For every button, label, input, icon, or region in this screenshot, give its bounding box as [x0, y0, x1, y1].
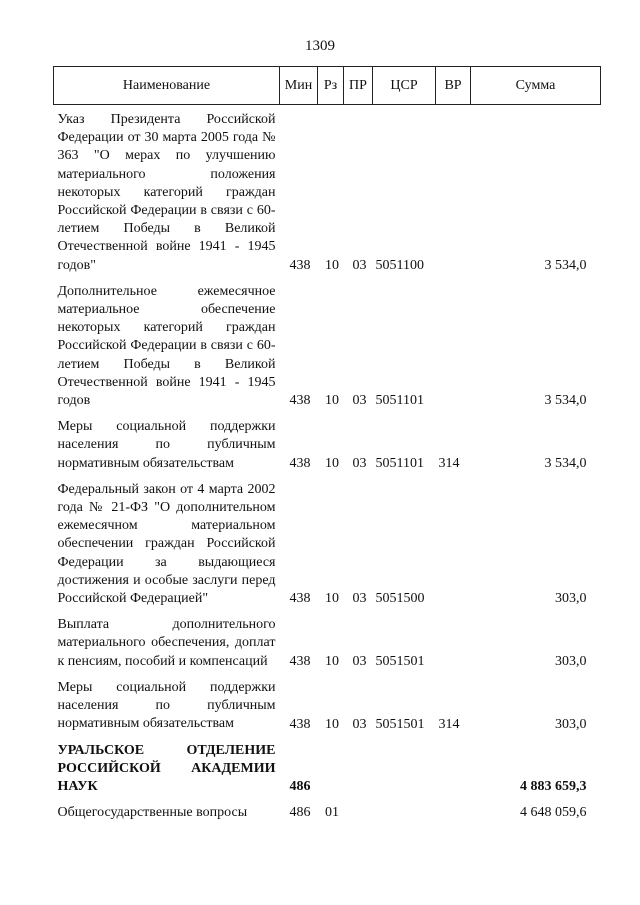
row-csr: 5051500: [375, 591, 425, 607]
row-sum: 3 534,0: [544, 455, 587, 471]
header-min: Мин: [280, 67, 318, 105]
page-number: 1309: [305, 38, 335, 54]
row-csr: 5051101: [375, 393, 424, 409]
row-vr: [436, 475, 471, 610]
row-csr: 5051501: [375, 653, 425, 669]
row-rz: 10: [325, 591, 339, 607]
table-row: [54, 673, 601, 736]
row-pr: 03: [352, 393, 367, 409]
row-sum: 3 534,0: [544, 257, 587, 273]
table-header-row: [54, 67, 601, 105]
row-rz: [318, 736, 344, 799]
budget-table: [53, 66, 601, 824]
table-row-section-total: [54, 736, 601, 799]
table-row: [54, 105, 601, 277]
row-rz: 01: [325, 805, 339, 821]
row-pr: 03: [352, 257, 367, 273]
table-row: [54, 277, 601, 412]
row-vr: [436, 277, 471, 412]
header-rz: Рз: [318, 67, 344, 105]
row-pr: [344, 798, 373, 824]
row-sum: 303,0: [555, 716, 587, 732]
row-name: Выплата дополнительного материального обеспечения, доплат к пенсиям, пособий и компенсаций: [57, 617, 276, 669]
row-name: Федеральный закон от 4 марта 2002 года № 21-ФЗ "О дополнительном ежемесячном материальном обеспечении граждан Российской Федерации за выдающиеся достижения и особые заслуги перед Российской Федерацией": [57, 481, 276, 607]
header-pr: ПР: [344, 67, 373, 105]
row-min: 438: [289, 455, 311, 471]
row-name: Меры социальной поддержки населения по публичным нормативным обязательствам: [57, 419, 276, 471]
header-vr: ВР: [436, 67, 471, 105]
row-rz: 10: [325, 455, 339, 471]
row-sum: 4 648 059,6: [520, 805, 587, 821]
row-name: УРАЛЬСКОЕ ОТДЕЛЕНИЕ РОССИЙСКОЙ АКАДЕМИИ НАУК: [57, 742, 276, 794]
table-row: [54, 610, 601, 673]
row-min: 438: [289, 653, 311, 669]
row-vr: [436, 610, 471, 673]
table-row: [54, 475, 601, 610]
row-name: Указ Президента Российской Федерации от 30 марта 2005 года № 363 "О мерах по улучшению материального положения некоторых категорий граждан Российской Федерации в связи с 60-летием Победы в Великой Отечественной войне 1941 - 1945 годов": [57, 112, 276, 273]
header-csr: ЦСР: [373, 67, 436, 105]
row-sum: 303,0: [555, 591, 587, 607]
row-pr: [344, 736, 373, 799]
table-row: [54, 412, 601, 475]
row-rz: 10: [325, 257, 339, 273]
row-sum: 3 534,0: [544, 393, 587, 409]
row-pr: 03: [352, 653, 367, 669]
row-vr: [436, 736, 471, 799]
row-min: 486: [289, 779, 311, 795]
row-vr: [436, 798, 471, 824]
row-min: 438: [289, 393, 311, 409]
row-pr: 03: [352, 455, 367, 471]
row-rz: 10: [325, 653, 339, 669]
table-row: [54, 798, 601, 824]
row-name: Меры социальной поддержки населения по публичным нормативным обязательствам: [57, 679, 276, 732]
row-csr: 5051501: [375, 716, 425, 732]
row-sum: 303,0: [555, 653, 587, 669]
row-min: 438: [289, 716, 311, 732]
row-csr: [373, 798, 436, 824]
header-sum: Сумма: [471, 67, 601, 105]
row-pr: 03: [352, 716, 367, 732]
row-min: 438: [289, 257, 311, 273]
row-pr: 03: [352, 591, 367, 607]
row-name: Дополнительное ежемесячное материальное обеспечение некоторых категорий граждан Российской Федерации в связи с 60-летием Победы в Великой Отечественной войне 1941 - 1945 годов: [57, 283, 276, 409]
header-name: Наименование: [54, 67, 280, 105]
row-csr: [373, 736, 436, 799]
row-vr: 314: [438, 716, 460, 732]
row-min: 438: [289, 591, 311, 607]
row-min: 486: [289, 805, 311, 821]
row-vr: 314: [438, 455, 460, 471]
row-csr: 5051101: [375, 455, 424, 471]
row-vr: [436, 105, 471, 277]
row-sum: 4 883 659,3: [520, 779, 587, 795]
row-rz: 10: [325, 716, 339, 732]
row-name: Общегосударственные вопросы: [57, 805, 248, 821]
row-csr: 5051100: [375, 257, 424, 273]
row-rz: 10: [325, 393, 339, 409]
